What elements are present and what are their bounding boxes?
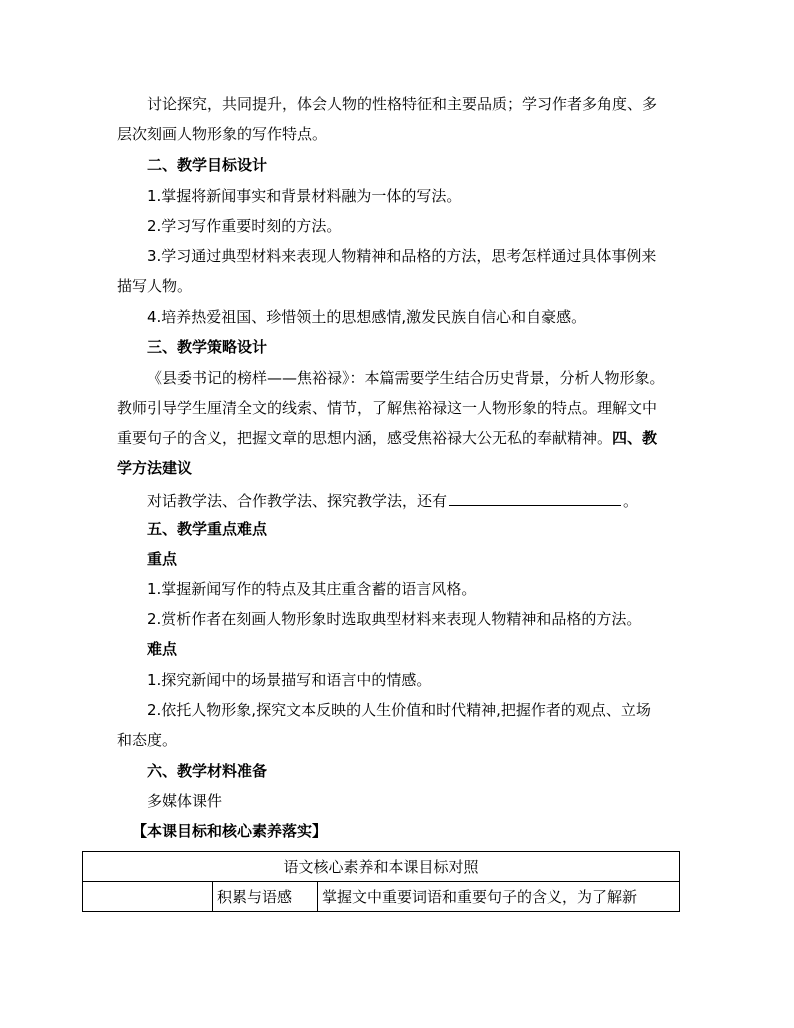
heading-teaching-strategy: 三、教学策略设计 bbox=[147, 338, 268, 356]
difficult-points-label: 难点 bbox=[147, 640, 178, 658]
table-cell-goal: 掌握文中重要词语和重要句子的含义，为了解新 bbox=[318, 882, 680, 912]
strategy-line2: 教师引导学生厘清全文的线索、情节，了解焦裕禄这一人物形象的特点。理解文中 bbox=[117, 399, 658, 417]
methods-line bbox=[147, 490, 638, 511]
table-header-row bbox=[83, 852, 680, 882]
fill-in-blank[interactable] bbox=[449, 490, 621, 506]
heading-key-difficult-points: 五、教学重点难点 bbox=[147, 520, 268, 538]
table-cell-literacy: 积累与语感 bbox=[213, 882, 318, 912]
methods-end: 。 bbox=[623, 492, 639, 510]
heading-teaching-methods-part1: 四、教 bbox=[612, 429, 658, 447]
heading-teaching-goals: 二、教学目标设计 bbox=[147, 156, 268, 174]
key-points-label: 重点 bbox=[147, 550, 178, 568]
goal-item-1: 1.掌握将新闻事实和背景材料融为一体的写法。 bbox=[147, 187, 462, 205]
difficult-point-2-line2: 和态度。 bbox=[117, 731, 178, 749]
paragraph-discussion-line1: 讨论探究，共同提升，体会人物的性格特征和主要品质；学习作者多角度、多 bbox=[147, 95, 658, 113]
table-cell-category bbox=[83, 882, 213, 912]
strategy-line1: 《县委书记的榜样——焦裕禄》：本篇需要学生结合历史背景，分析人物形象。 bbox=[147, 369, 665, 387]
goal-item-2: 2.学习写作重要时刻的方法。 bbox=[147, 217, 342, 235]
goal-item-3-line2: 描写人物。 bbox=[117, 277, 193, 295]
goal-item-4: 4.培养热爱祖国、珍惜领土的思想感情,激发民族自信心和自豪感。 bbox=[147, 308, 587, 326]
goal-item-3-line1: 3.学习通过典型材料来表现人物精神和品格的方法，思考怎样通过具体事例来 bbox=[147, 247, 657, 265]
materials-text: 多媒体课件 bbox=[147, 792, 223, 810]
heading-teaching-methods-part2: 学方法建议 bbox=[117, 459, 193, 477]
heading-teaching-materials: 六、教学材料准备 bbox=[147, 762, 268, 780]
strategy-line3 bbox=[117, 428, 657, 448]
literacy-goals-table bbox=[82, 851, 680, 912]
key-point-1: 1.掌握新闻写作的特点及其庄重含蓄的语言风格。 bbox=[147, 580, 477, 598]
table-row bbox=[83, 882, 680, 912]
paragraph-discussion-line2: 层次刻画人物形象的写作特点。 bbox=[117, 125, 328, 143]
difficult-point-2-line1: 2.依托人物形象,探究文本反映的人生价值和时代精神,把握作者的观点、立场 bbox=[147, 701, 651, 719]
table-header-cell: 语文核心素养和本课目标对照 bbox=[83, 852, 680, 882]
key-point-2: 2.赏析作者在刻画人物形象时选取典型材料来表现人物精神和品格的方法。 bbox=[147, 610, 642, 628]
difficult-point-1: 1.探究新闻中的场景描写和语言中的情感。 bbox=[147, 671, 432, 689]
section-title-core-literacy: 【本课目标和核心素养落实】 bbox=[132, 822, 328, 840]
methods-text: 对话教学法、合作教学法、探究教学法，还有 bbox=[147, 492, 448, 510]
strategy-line3-text: 重要句子的含义，把握文章的思想内涵，感受焦裕禄大公无私的奉献精神。 bbox=[117, 429, 613, 447]
